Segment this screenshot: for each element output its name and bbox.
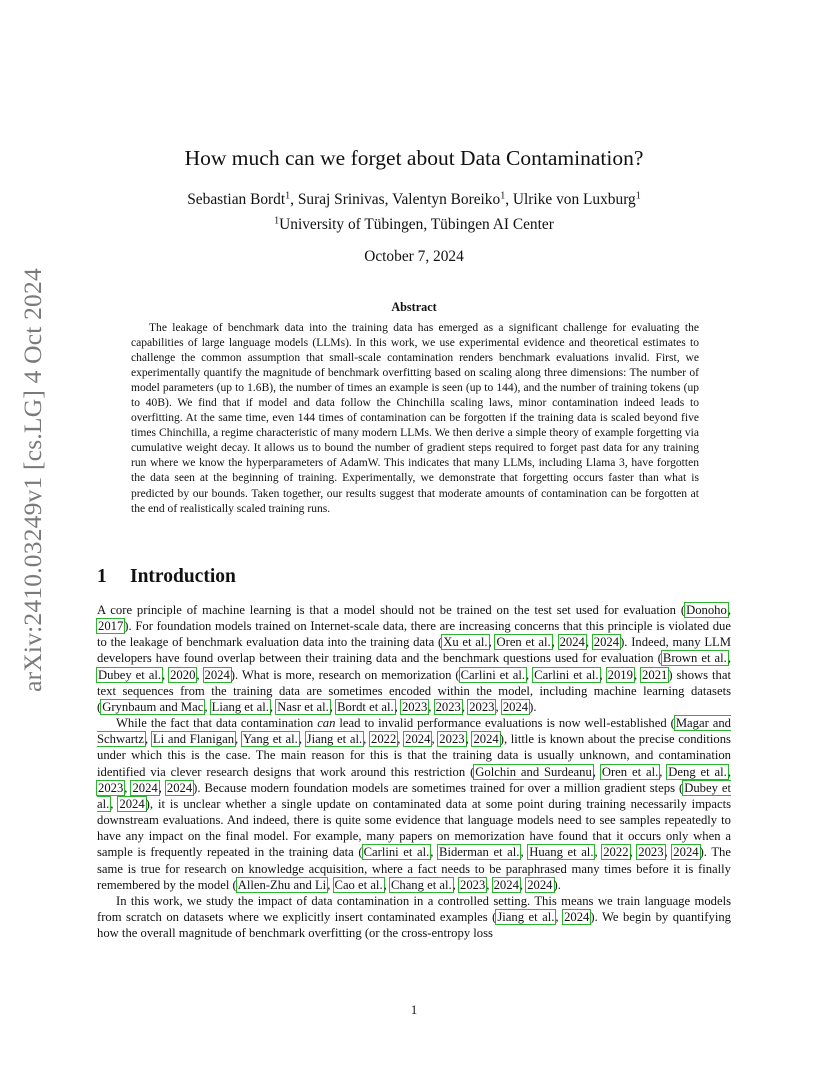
citation-year-link[interactable]: 2023 (460, 877, 486, 892)
citation-year-link[interactable]: 2023 (638, 845, 664, 860)
body-text: . What is more, research on memorization (235, 667, 456, 682)
author-affiliation-mark: 1 (635, 190, 641, 202)
citation-link[interactable]: Carlini et al. (534, 667, 599, 682)
arxiv-identifier-stamp (14, 268, 52, 692)
citation-link[interactable]: Carlini et al. (363, 845, 430, 860)
body-text: . For foundation models trained on Internet-scale data, there are increasing concerns that this principle is violated due to the leakage of benchmark evaluation data into the training data (97, 619, 731, 650)
abstract-text: The leakage of benchmark data into the training data has emerged as a significant challenge for evaluating the capabilities of large language models (LLMs). In this work, we use experimental evidence and theoretical estimates to challenge the common assumption that small-scale contamination renders benchmark evaluations invalid. First, we experimentally quantify the magnitude of benchmark overfitting based on scaling along three dimensions: The number of model parameters (up to 1.6B), the number of times an example is seen (up to 144), and the number of training tokens (up to 40B). We find that if model and data follow the Chinchilla scaling laws, minor contamination indeed leads to overfitting. At the same time, even 144 times of contamination can be forgotten if the training data is scaled beyond five times Chinchilla, a regime characteristic of many modern LLMs. We then derive a simple theory of example forgetting via cumulative weight decay. It allows us to bound the number of gradient steps required to forget past data for any training run where we know the hyperparameters of AdamW. This indicates that many LLMs, including Llama 3, have forgotten the data seen at the beginning of training. Experimentally, we demonstrate that forgetting occurs faster than what is predicted by our bounds. Taken together, our results suggest that moderate amounts of contamination can be forgotten at the end of realistically scaled training runs. (131, 322, 699, 515)
citation-year-link[interactable]: 2024 (132, 780, 158, 795)
citation-link[interactable]: Dubey et al. (97, 780, 732, 811)
body-paragraph: In this work, we study the impact of data contamination in a controlled setting. This means we train language models from scratch on datasets where we explicitly insert contaminated examples (Jiang et al., 2024). We begin by quantifying how the overall magnitude of benchmark overfitting (or the cross-entropy loss (97, 893, 731, 941)
citation-year-link[interactable]: 2024 (493, 877, 519, 892)
body-paragraph: While the fact that data contamination can lead to invalid performance evaluations is now well-established (Magar and Schwartz, Li and Flanigan, Yang et al., Jiang et al., 2022, 2024, 2023, 2024), little is known about the precise conditions under which this is the case. The main reason for this is that the training data is usually unknown, and contamination identified via clever research designs that work around this restriction (Golchin and Surdeanu, Oren et al., Deng et al., 2023, 2024, 2024). Because modern foundation models are sometimes trained for over a million gradient steps (Dubey et al., 2024), it is unclear whether a single update on contaminated data at some point during training necessarily impacts downstream evaluations. And indeed, there is quite some evidence that language models need to see samples repeatedly to have any impact on the final model. For example, many papers on memorization have found that it occurs only when a sample is frequently repeated in the training data (Carlini et al., Biderman et al., Huang et al., 2022, 2023, 2024). The same is true for research on knowledge acquisition, where a fact needs to be paraphrased many times before it is finally remembered by the model (Allen-Zhu and Li, Cao et al., Chang et al., 2023, 2024, 2024). (97, 716, 732, 892)
citation-link[interactable]: Oren et al. (601, 764, 659, 779)
citation-year-link[interactable]: 2024 (527, 877, 553, 892)
citation-year-link[interactable]: 2024 (502, 699, 529, 714)
citation-year-link[interactable]: 2024 (473, 732, 499, 747)
body-paragraph: A core principle of machine learning is that a model should not be trained on the test set used for evaluation (Donoho, 2017). For foundation models trained on Internet-scale data, there are increasing concerns that this principle is violated due to the leakage of benchmark evaluation data into the training data (Xu et al., Oren et al., 2024, 2024). Indeed, many LLM developers have found overlap between their training data and the benchmark questions used for evaluation (Brown et al., Dubey et al., 2020, 2024). What is more, research on memorization (Carlini et al., Carlini et al., 2019, 2021) shows that text sequences from the training data are sometimes encoded within the model, including machine learning datasets (Grynbaum and Mac, Liang et al., Nasr et al., Bordt et al., 2023, 2023, 2023, 2024). (97, 603, 732, 714)
citation-link[interactable]: Carlini et al. (460, 667, 526, 682)
body-text: . We begin by quantifying how the overall magnitude of benchmark overfitting (or the cross-entropy loss (97, 909, 731, 941)
citation-link[interactable]: Golchin and Surdeanu (475, 764, 592, 779)
citation-year-link[interactable]: 2023 (98, 780, 124, 795)
citation-year-link[interactable]: 2019 (607, 667, 633, 682)
citation-link[interactable]: Magar and Schwartz (97, 716, 731, 747)
author-name: Ulrike von Luxburg (512, 191, 636, 208)
section-heading (97, 566, 236, 588)
body-text: In this work, we study the impact of data contamination in a controlled setting. This means we train language models from scratch on datasets where we explicitly insert contaminated examples (97, 893, 731, 924)
citation-link[interactable]: Yang et al. (242, 732, 298, 747)
body-text: . The same is true for research on knowledge acquisition, where a fact needs to be paraphrased many times before it is finally remembered by the model (97, 845, 731, 892)
affiliation-text: University of Tübingen, Tübingen AI Center (279, 216, 554, 233)
citation-year-link[interactable]: 2023 (469, 699, 495, 714)
body-text: shows that text sequences from the training data are sometimes encoded within the model, including machine learning datasets (97, 667, 731, 698)
citation-link[interactable]: Grynbaum and Mac (102, 699, 204, 714)
citation-link[interactable]: Jiang et al. (306, 732, 363, 747)
arxiv-identifier: arXiv:2410.03249v1 [cs.LG] 4 Oct 2024 (18, 268, 47, 692)
author-name: Suraj Srinivas (297, 191, 385, 208)
author-affiliation-mark: 1 (500, 190, 506, 202)
body-text: . Indeed, many LLM developers have found overlap between their training data and the benchmark questions used for evaluation (97, 635, 732, 666)
author-name: Valentyn Boreiko (392, 191, 501, 208)
abstract-heading: Abstract (391, 300, 437, 314)
citation-year-link[interactable]: 2024 (405, 732, 431, 747)
paper-date: October 7, 2024 (364, 248, 464, 265)
citation-link[interactable]: Bordt et al. (337, 699, 394, 714)
body-text: lead to invalid performance evaluations is now well-established (335, 716, 671, 731)
author-affiliation-mark: 1 (285, 190, 291, 202)
citation-year-link[interactable]: 2024 (559, 635, 585, 650)
citation-year-link[interactable]: 2020 (170, 667, 196, 682)
citation-year-link[interactable]: 2023 (435, 699, 461, 714)
author-list: Sebastian Bordt$^1$, Suraj Srinivas, Valentyn Boreiko$^1$, Ulrike von Luxburg$^1$ (187, 190, 641, 208)
body-text: . (533, 699, 537, 714)
page-number: 1 (410, 1003, 418, 1017)
body-text: . Because modern foundation models are sometimes trained for over a million gradient steps (197, 780, 679, 795)
citation-link[interactable]: Dubey et al. (98, 667, 161, 682)
body-text: , little is known about the precise conditions under which this is the case. The main reason for this is that the training data is usually unknown, and contamination identified via clever research designs that work around this restriction (97, 732, 731, 779)
citation-link[interactable]: Cao et al. (334, 877, 383, 892)
affiliation (0, 216, 828, 234)
body-text: While the fact that data contamination (116, 716, 318, 731)
body-text: , it is unclear whether a single update on contaminated data at some point during training necessarily impacts downstream evaluations. And indeed, there is quite some evidence that language models need to see samples repeatedly to have any impact on the final model. For example, many papers on memorization have found that it occurs only when a sample is frequently repeated in the training data (97, 796, 731, 860)
citation-link[interactable]: Huang et al. (529, 845, 594, 860)
citation-link[interactable]: Liang et al. (211, 699, 269, 714)
citation-link[interactable]: Nasr et al. (277, 699, 329, 714)
citation-year-link[interactable]: 2024 (166, 780, 193, 795)
citation-link[interactable]: Donoho (686, 603, 727, 617)
citation-link[interactable]: Jiang et al. (497, 909, 555, 924)
citation-year-link[interactable]: 2024 (673, 845, 699, 860)
citation-year-link[interactable]: 2023 (401, 699, 428, 714)
affiliation-mark: 1 (274, 215, 280, 227)
citation-year-link[interactable]: 2023 (439, 732, 465, 747)
body-text: . (557, 877, 561, 892)
citation-link[interactable]: Oren et al. (496, 635, 551, 650)
citation-link[interactable]: Xu et al. (443, 635, 488, 650)
citation-year-link[interactable]: 2024 (204, 667, 230, 682)
introduction-body (97, 602, 731, 941)
section-title: Introduction (130, 566, 236, 587)
citation-year-link[interactable]: 2024 (119, 796, 145, 811)
citation-year-link[interactable]: 2024 (593, 635, 620, 650)
author-name: Sebastian Bordt (187, 191, 286, 208)
citation-link[interactable]: Biderman et al. (439, 845, 520, 860)
emphasis-text: can (317, 716, 336, 731)
citation-year-link[interactable]: 2024 (564, 909, 590, 924)
citation-link[interactable]: Chang et al. (390, 877, 452, 892)
body-text: A core principle of machine learning is that a model should not be trained on the test set used for evaluation (97, 603, 681, 617)
citation-link[interactable]: Li and Flanigan (152, 732, 235, 747)
citation-link[interactable]: Deng et al. (668, 764, 727, 779)
paper-title: How much can we forget about Data Contamination? (184, 146, 644, 170)
citation-year-link[interactable]: 2021 (642, 667, 668, 682)
section-number: 1 (97, 566, 107, 587)
citation-year-link[interactable]: 2022 (371, 732, 397, 747)
citation-link[interactable]: Brown et al. (662, 651, 727, 666)
citation-year-link[interactable]: 2017 (98, 619, 124, 634)
citation-link[interactable]: Allen-Zhu and Li (237, 877, 327, 892)
citation-year-link[interactable]: 2022 (603, 845, 629, 860)
